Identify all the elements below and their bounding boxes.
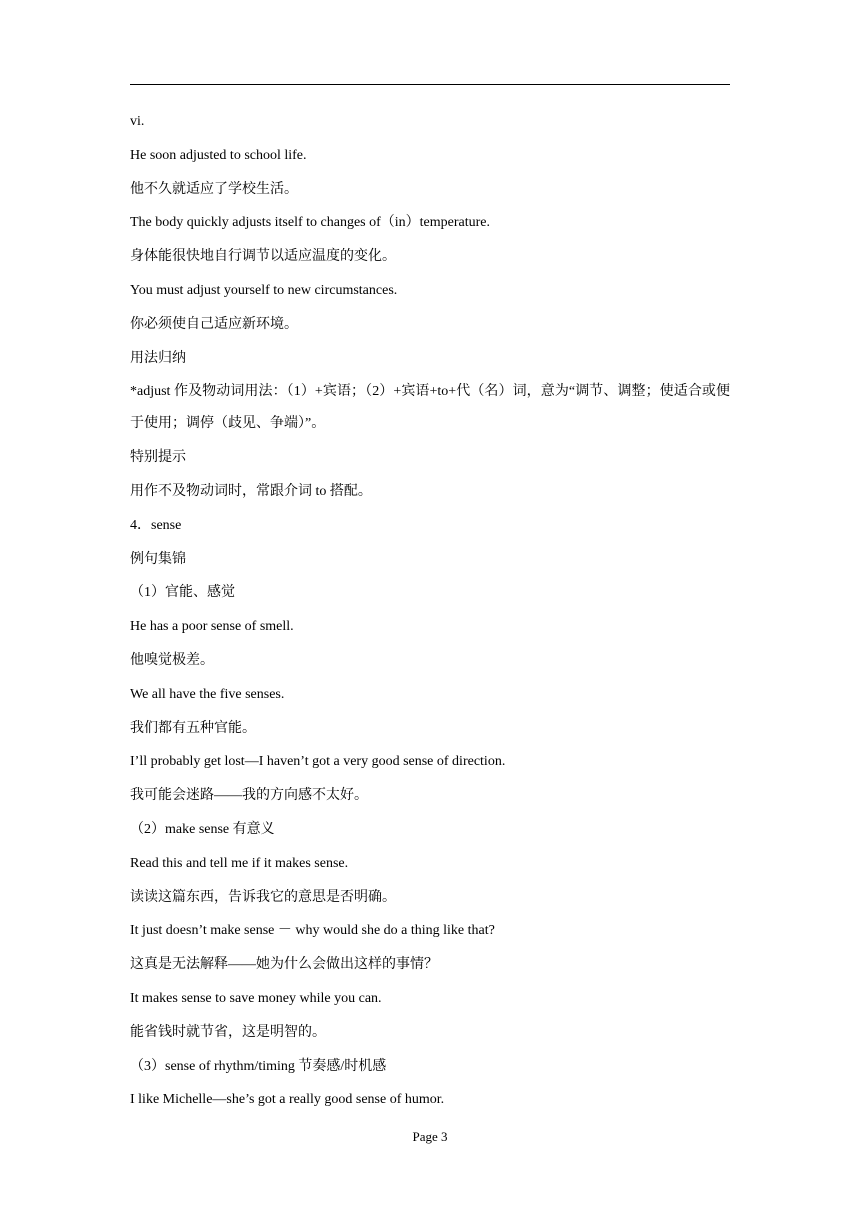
example-sentence-zh: 他不久就适应了学校生活。 (130, 181, 298, 197)
example-sentence-en: You must adjust yourself to new circumstances. (130, 282, 398, 298)
example-sentence-en: He soon adjusted to school life. (130, 147, 307, 163)
sense-heading: （1）官能、感觉 (130, 585, 235, 601)
section-heading: 例句集锦 (130, 551, 186, 567)
example-sentence-en: Read this and tell me if it makes sense. (130, 855, 349, 871)
document-body (130, 112, 730, 1124)
entry-heading: 4．sense (130, 517, 182, 533)
example-sentence-en: He has a poor sense of smell. (130, 619, 294, 635)
example-sentence-zh: 我们都有五种官能。 (130, 720, 256, 736)
example-sentence-zh: 读读这篇东西，告诉我它的意思是否明确。 (130, 889, 396, 905)
example-sentence-zh: 他嗅觉极差。 (130, 652, 214, 668)
example-sentence-en: We all have the five senses. (130, 686, 285, 702)
example-sentence-zh: 能省钱时就节省，这是明智的。 (130, 1024, 326, 1040)
example-sentence-zh: 这真是无法解释——她为什么会做出这样的事情？ (130, 957, 438, 973)
header-rule (130, 84, 730, 85)
example-sentence-en: I’ll probably get lost—I haven’t got a very good sense of direction. (130, 754, 506, 770)
example-sentence-en: I like Michelle—she’s got a really good sense of humor. (130, 1092, 445, 1108)
example-sentence-zh: 身体能很快地自行调节以适应温度的变化。 (130, 249, 396, 265)
example-sentence-en: It just doesn’t make sense － why would she do a thing like that? (130, 923, 495, 939)
example-sentence-zh: 你必须使自己适应新环境。 (130, 316, 298, 332)
text-line: 用作不及物动词时，常跟介词 to 搭配。 (130, 483, 372, 499)
sense-heading: （2）make sense 有意义 (130, 821, 275, 837)
section-heading: 特别提示 (130, 450, 186, 466)
example-sentence-zh: 我可能会迷路——我的方向感不太好。 (130, 788, 368, 804)
example-sentence-en: It makes sense to save money while you can. (130, 990, 382, 1006)
usage-paragraph: *adjust 作及物动词用法：（1）+宾语；（2）+宾语+to+代（名）词，意为“调节、调整；使适合或便于使用；调停（歧见、争端）”。 (130, 384, 730, 432)
sense-heading: （3）sense of rhythm/timing 节奏感/时机感 (130, 1058, 387, 1074)
example-sentence-en: The body quickly adjusts itself to changes of（in）temperature. (130, 215, 491, 231)
section-heading: 用法归纳 (130, 350, 186, 366)
page-number: Page 3 (412, 1129, 448, 1144)
text-line: vi. (130, 114, 145, 129)
